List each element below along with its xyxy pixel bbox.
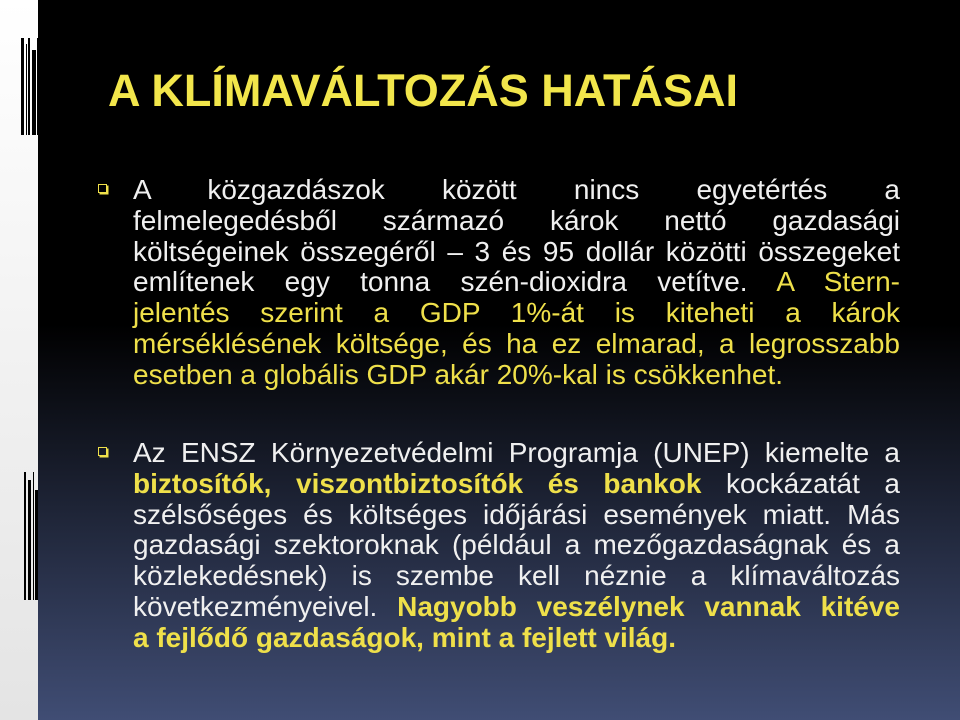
text-line (133, 623, 900, 654)
text-line (133, 360, 900, 391)
highlighted-text-run: Nagyobb veszélynek vannak kitéve (397, 590, 900, 622)
text-run: költségeinek összegéről – 3 és 95 dollár közötti összegeket (133, 235, 900, 267)
highlighted-text-run: A Stern- (776, 266, 900, 298)
decorative-bar (21, 38, 24, 135)
text-line (133, 500, 900, 531)
highlighted-text-run: mérséklésének költsége, és ha ez elmarad, a legrosszabb (133, 327, 900, 359)
text-line (133, 469, 900, 500)
decorative-bar (28, 38, 30, 135)
decorative-bar (35, 490, 38, 600)
text-line (133, 592, 900, 623)
text-run: említenek egy tonna szén-dioxidra vetítve. (133, 266, 777, 298)
highlighted-text-run: esetben a globális GDP akár 20%-kal is csökkenhet. (133, 358, 784, 390)
text-run: felmelegedésből származó károk nettó gazdasági (133, 204, 900, 236)
square-bullet-icon (98, 184, 107, 193)
text-line (133, 175, 900, 206)
text-run: kockázatát a (701, 467, 900, 499)
text-run: A közgazdászok között nincs egyetértés a (133, 174, 900, 205)
decorative-bar (24, 472, 26, 600)
square-bullet-icon (98, 447, 107, 456)
text-run: közlekedésnek) is szembe kell néznie a klímaváltozás (133, 560, 900, 592)
bullet-text (133, 438, 900, 654)
left-decorative-strip (0, 0, 38, 720)
text-line (133, 561, 900, 592)
text-line (133, 298, 900, 329)
text-line (133, 237, 900, 268)
decorative-bar (33, 472, 34, 600)
decorative-bar (32, 50, 36, 135)
slide-title: A KLÍMAVÁLTOZÁS HATÁSAI (108, 65, 738, 116)
text-run: szélsőséges és költséges időjárási események miatt. Más (133, 498, 900, 530)
highlighted-text-run: a fejlődő gazdaságok, mint a fejlett világ. (133, 621, 677, 653)
highlighted-text-run: biztosítók, viszontbiztosítók és bankok (133, 467, 702, 499)
decorative-bar (26, 44, 27, 135)
text-line (133, 267, 900, 298)
text-line (133, 329, 900, 360)
highlighted-text-run: jelentés szerint a GDP 1%-át is kiteheti a károk (133, 297, 900, 329)
text-line (133, 438, 900, 469)
decorative-bar (28, 480, 31, 600)
decorative-bar (37, 38, 38, 135)
text-line (133, 206, 900, 237)
text-run: következményeivel. (133, 590, 398, 622)
text-line (133, 530, 900, 561)
text-run: gazdasági szektoroknak (például a mezőgazdaságnak és a (133, 529, 900, 561)
text-run: Az ENSZ Környezetvédelmi Programja (UNEP) kiemelte a (133, 437, 900, 468)
bullet-text (133, 175, 900, 391)
